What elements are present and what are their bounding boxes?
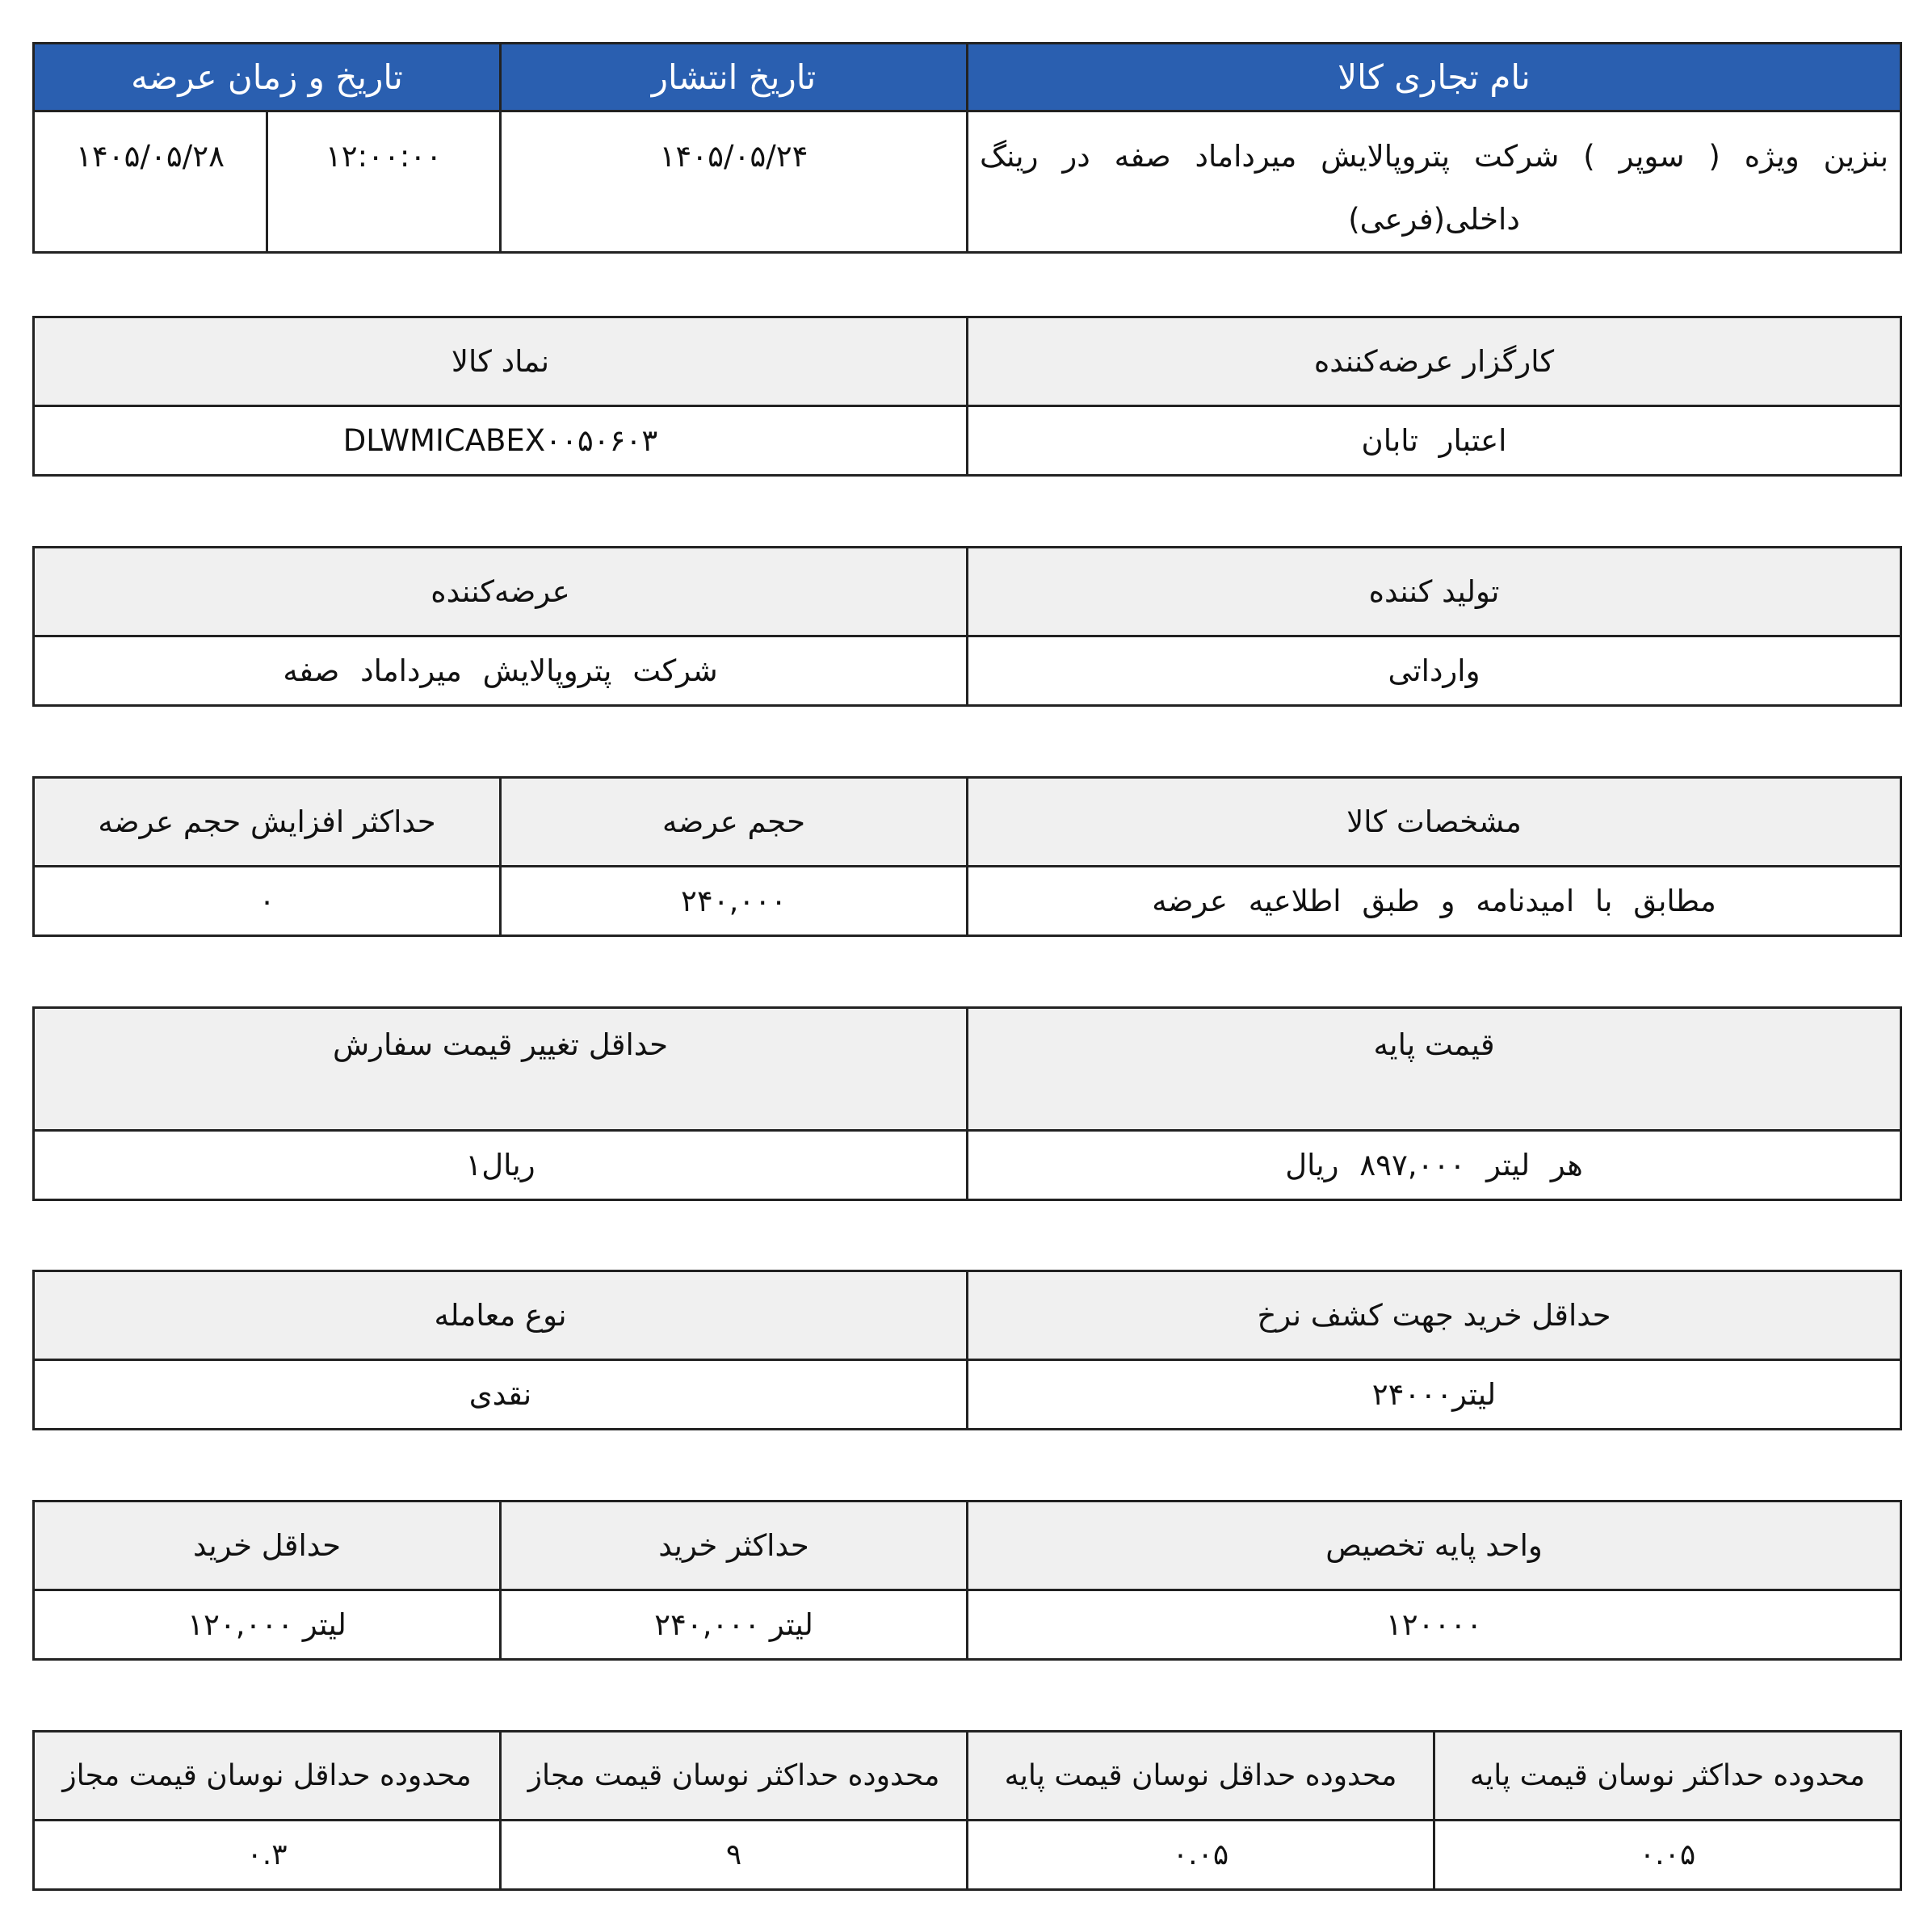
base-price-value: هر لیتر ۸۹۷,۰۰۰ ریال: [968, 1131, 1901, 1200]
header-product-name: نام تجاری کالا: [968, 44, 1901, 111]
purchase-limits-table: [32, 1500, 1902, 1661]
offer-volume-value: ۲۴۰,۰۰۰: [501, 867, 968, 936]
min-purchase-value: لیتر ۱۲۰,۰۰۰: [34, 1590, 501, 1660]
header-max-allowed-price-range: محدوده حداکثر نوسان قیمت مجاز: [501, 1732, 968, 1821]
specs-volume-table: [32, 776, 1902, 937]
max-volume-increase-value: ۰: [34, 867, 501, 936]
header-publish-date: تاریخ انتشار: [501, 44, 968, 111]
trade-type-table: [32, 1270, 1902, 1430]
header-min-allowed-price-range: محدوده حداقل نوسان قیمت مجاز: [34, 1732, 501, 1821]
header-supplier: عرضه‌کننده: [34, 548, 968, 636]
allocation-unit-value: ۱۲۰۰۰۰: [968, 1590, 1901, 1660]
publish-date-value: ۱۴۰۵/۰۵/۲۴: [501, 111, 968, 253]
header-symbol: نماد کالا: [34, 317, 968, 406]
header-max-purchase: حداکثر خرید: [501, 1502, 968, 1590]
broker-value: اعتبار تابان: [968, 406, 1901, 476]
supplier-value: شرکت پتروپالایش میرداماد صفه: [34, 636, 968, 706]
price-table: [32, 1006, 1902, 1201]
max-purchase-value: لیتر ۲۴۰,۰۰۰: [501, 1590, 968, 1660]
min-price-change-value: ریال۱: [34, 1131, 968, 1200]
specs-value: مطابق با امیدنامه و طبق اطلاعیه عرضه: [968, 867, 1901, 936]
header-min-purchase: حداقل خرید: [34, 1502, 501, 1590]
header-broker: کارگزار عرضه‌کننده: [968, 317, 1901, 406]
header-max-volume-increase: حداکثر افزایش حجم عرضه: [34, 778, 501, 867]
trade-type-value: نقدی: [34, 1360, 968, 1430]
symbol-value: DLWMICABEX۰۰۵۰۶۰۳: [34, 406, 968, 476]
max-base-price-range-value: ۰.۰۵: [1434, 1821, 1901, 1890]
product-name-value: بنزین ویژه ( سوپر ) شرکت پتروپالایش میرداماد صفه در رینگ داخلی(فرعی): [968, 111, 1901, 253]
producer-supplier-table: [32, 546, 1902, 707]
producer-value: وارداتی: [968, 636, 1901, 706]
header-allocation-unit: واحد پایه تخصیص: [968, 1502, 1901, 1590]
min-purchase-discovery-value: لیتر۲۴۰۰۰: [968, 1360, 1901, 1430]
min-allowed-price-range-value: ۰.۳: [34, 1821, 501, 1890]
header-offer-volume: حجم عرضه: [501, 778, 968, 867]
header-min-purchase-discovery: حداقل خرید جهت کشف نرخ: [968, 1271, 1901, 1360]
price-range-table: [32, 1730, 1902, 1891]
broker-symbol-table: [32, 316, 1902, 477]
header-base-price: قیمت پایه: [968, 1008, 1901, 1131]
header-min-base-price-range: محدوده حداقل نوسان قیمت پایه: [968, 1732, 1434, 1821]
header-producer: تولید کننده: [968, 548, 1901, 636]
header-trade-type: نوع معامله: [34, 1271, 968, 1360]
max-allowed-price-range-value: ۹: [501, 1821, 968, 1890]
header-min-price-change: حداقل تغییر قیمت سفارش: [34, 1008, 968, 1131]
offer-time-value: ۱۲:۰۰:۰۰: [267, 111, 501, 253]
header-offer-datetime: تاریخ و زمان عرضه: [34, 44, 501, 111]
header-specs: مشخصات کالا: [968, 778, 1901, 867]
header-max-base-price-range: محدوده حداکثر نوسان قیمت پایه: [1434, 1732, 1901, 1821]
min-base-price-range-value: ۰.۰۵: [968, 1821, 1434, 1890]
offer-date-value: ۱۴۰۵/۰۵/۲۸: [34, 111, 267, 253]
product-info-table: [32, 42, 1902, 254]
